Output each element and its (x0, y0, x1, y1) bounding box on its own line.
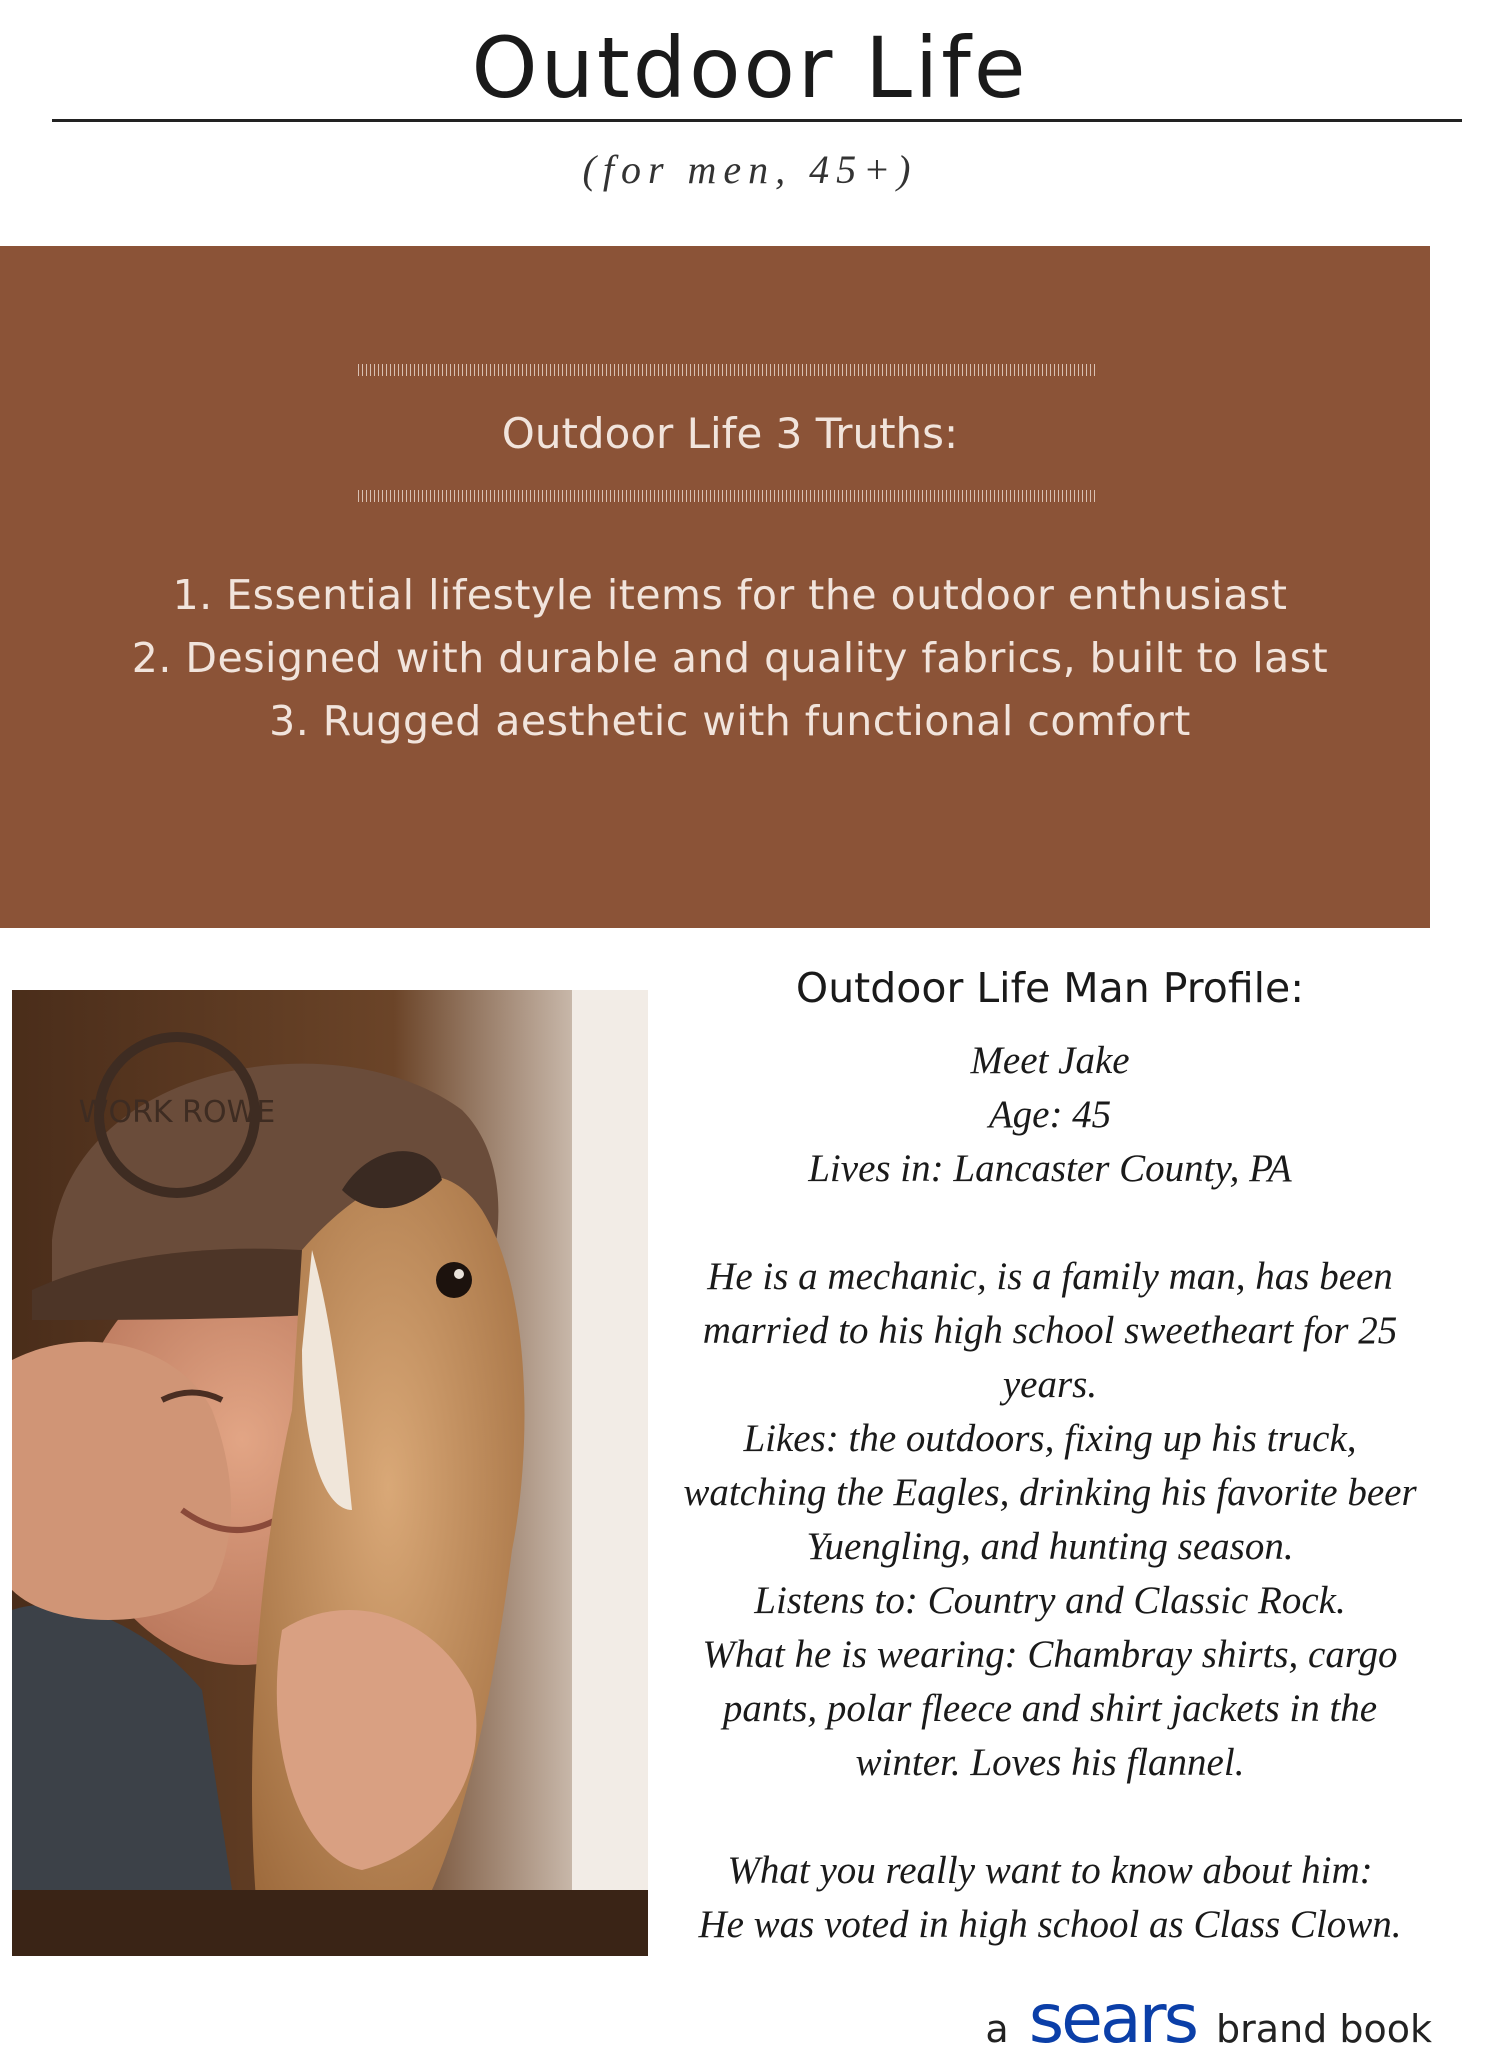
truth-item: 2. Designed with durable and quality fabrics, built to last (131, 634, 1329, 682)
page-subtitle: (for men, 45+) (582, 147, 918, 192)
profile-intro (680, 1034, 1420, 1196)
fun-fact-question: What you really want to know about him: (727, 1849, 1373, 1892)
profile-photo (12, 990, 648, 1956)
profile-music: Listens to: Country and Classic Rock. (754, 1579, 1346, 1622)
footer-suffix: brand book (1216, 2007, 1432, 2051)
profile-fun-fact (680, 1844, 1420, 1952)
fun-fact-answer: He was voted in high school as Class Clown. (698, 1903, 1402, 1946)
profile-details (680, 1250, 1420, 1790)
title-divider (52, 119, 1462, 122)
tick-divider-bottom (358, 490, 1098, 502)
profile-wardrobe: What he is wearing: Chambray shirts, cargo pants, polar fleece and shirt jackets in the winter. Loves his flannel. (702, 1633, 1398, 1784)
footer-brand-line (985, 1980, 1432, 2059)
tick-divider-top (358, 364, 1098, 376)
hat-patch-text: WORK ROWE (78, 1095, 276, 1130)
footer-prefix: a (985, 2007, 1009, 2051)
profile-name: Meet Jake (970, 1039, 1130, 1082)
truths-panel (0, 246, 1430, 928)
page-title: Outdoor Life (471, 19, 1029, 117)
truths-heading: Outdoor Life 3 Truths: (501, 409, 959, 458)
truth-item: 3. Rugged aesthetic with functional comfort (269, 697, 1191, 745)
truths-list (0, 564, 1460, 753)
truth-item: 1. Essential lifestyle items for the outdoor enthusiast (172, 571, 1288, 619)
profile-location: Lives in: Lancaster County, PA (808, 1147, 1292, 1190)
profile-age: Age: 45 (988, 1093, 1112, 1136)
profile-likes: Likes: the outdoors, fixing up his truck, watching the Eagles, drinking his favorite beer Yuengling, and hunting season. (683, 1417, 1417, 1568)
sears-logo: sears (1028, 1980, 1197, 2059)
profile-occupation: He is a mechanic, is a family man, has been married to his high school sweetheart for 25 years. (702, 1255, 1398, 1406)
profile-heading: Outdoor Life Man Profile: (795, 964, 1305, 1012)
